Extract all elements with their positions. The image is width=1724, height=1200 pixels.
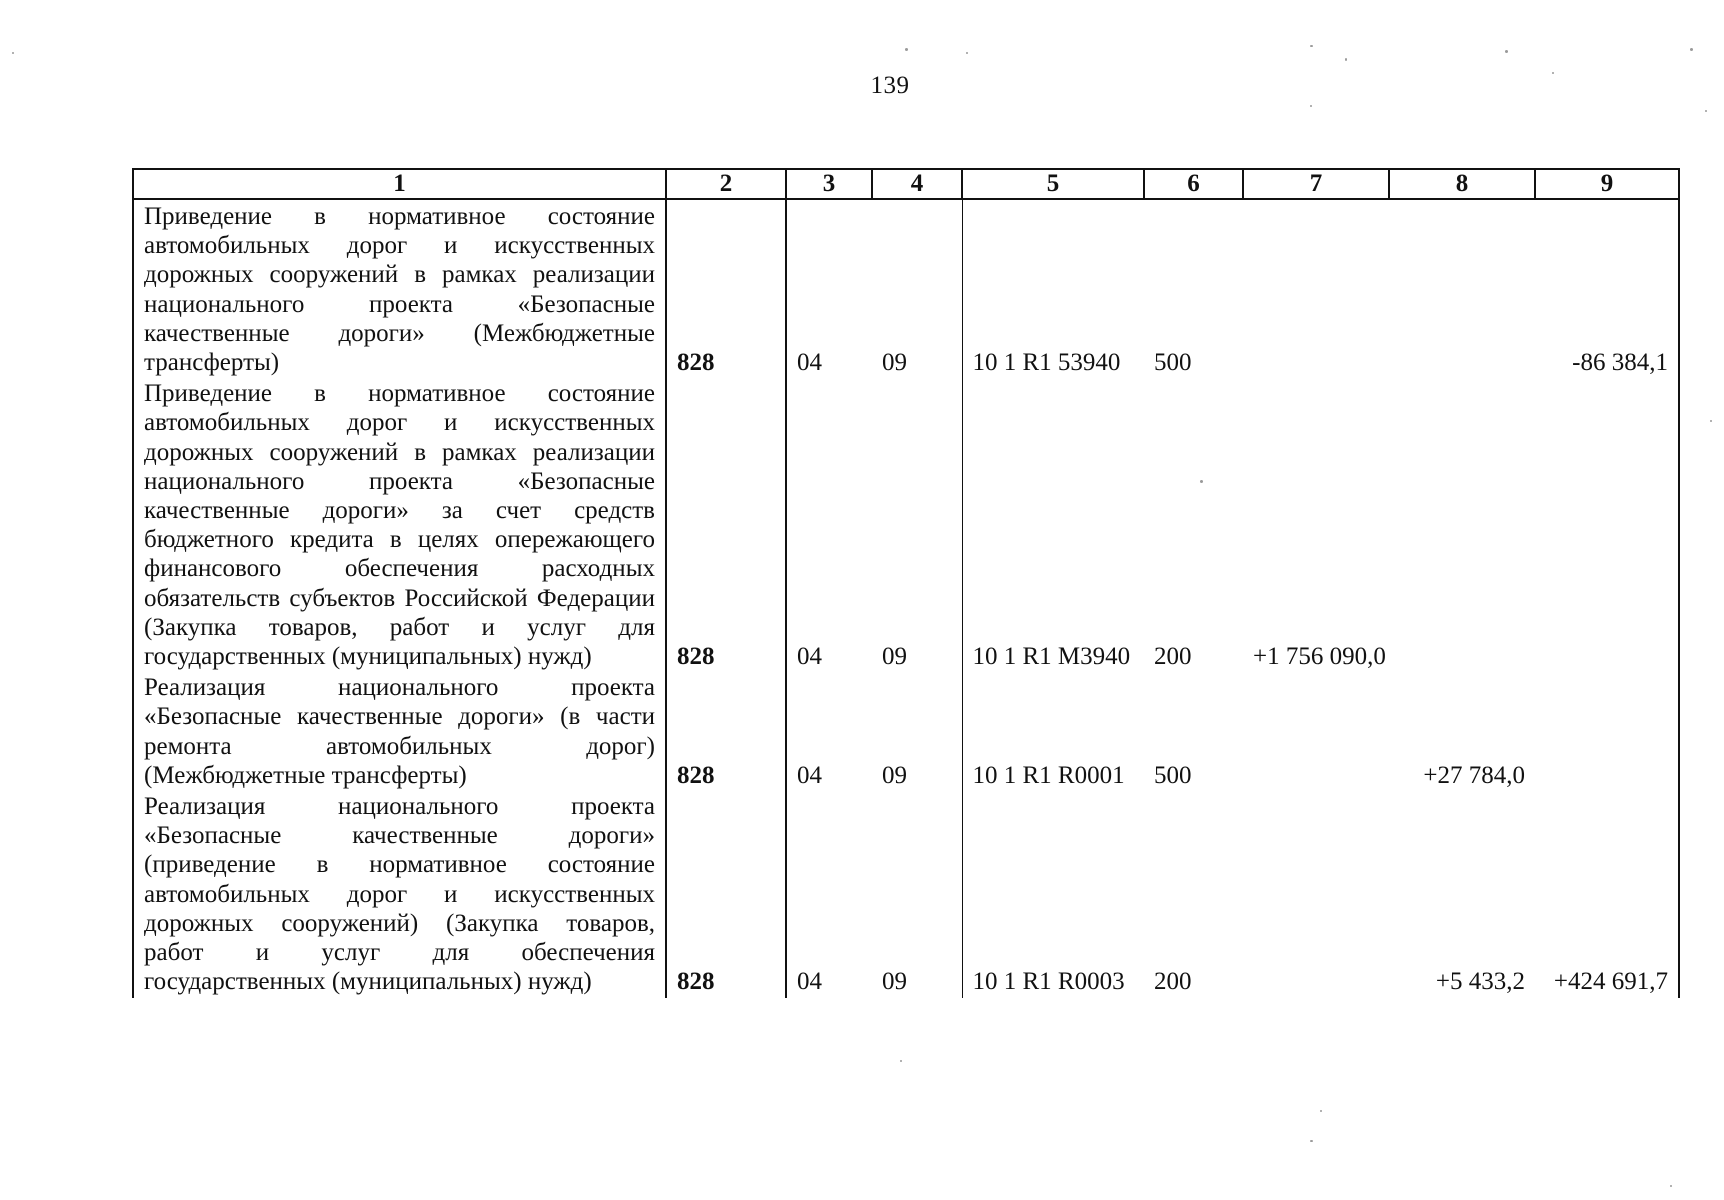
scan-speck <box>1505 50 1508 53</box>
cell-subsection: 09 <box>882 968 907 996</box>
cell-ministry-code: 828 <box>666 377 786 671</box>
cell-amount-8: +27 784,0 <box>1423 761 1525 789</box>
scan-speck <box>1345 58 1347 61</box>
cell-amount-8 <box>1389 377 1535 671</box>
table-row <box>133 199 1679 377</box>
page-number: 139 <box>870 72 910 99</box>
cell-amount-7: +1 756 090,0 <box>1253 643 1386 671</box>
scan-speck <box>1670 1185 1672 1187</box>
column-header-3: 3 <box>786 169 872 199</box>
cell-subsection: 09 <box>882 761 907 789</box>
scan-speck <box>1200 480 1203 483</box>
scan-speck <box>1690 48 1693 51</box>
scan-speck <box>905 48 908 51</box>
column-header-9: 9 <box>1535 169 1679 199</box>
scan-speck <box>1310 45 1313 47</box>
cell-section: 04 <box>786 671 872 790</box>
cell-section: 04 <box>786 199 872 377</box>
cell-section: 04 <box>786 790 872 998</box>
cell-section: 04 <box>786 377 872 671</box>
table-row <box>133 790 1679 998</box>
cell-ministry-code: 828 <box>666 199 786 377</box>
row-description: Приведение в нормативное состояние автомобильных дорог и искусственных дорожных сооружений в рамках реализации национального проекта «Безопасные качественные дороги» (Межбюджетные трансферты) <box>133 199 666 377</box>
column-header-1: 1 <box>133 169 666 199</box>
scan-speck <box>1310 105 1312 107</box>
cell-subsection: 09 <box>882 349 907 377</box>
scan-speck <box>966 52 968 54</box>
column-header-6: 6 <box>1144 169 1243 199</box>
cell-target-article: 10 1 R1 M3940 <box>962 377 1144 671</box>
cell-expense-type: 200 <box>1154 968 1192 996</box>
column-header-4: 4 <box>872 169 962 199</box>
column-header-5: 5 <box>962 169 1144 199</box>
scan-speck <box>1710 420 1712 422</box>
cell-ministry-code: 828 <box>666 790 786 998</box>
budget-table <box>132 168 1680 998</box>
cell-amount-8: +5 433,2 <box>1435 968 1525 996</box>
cell-subsection: 09 <box>882 643 907 671</box>
scan-speck <box>12 52 14 54</box>
cell-amount-9: -86 384,1 <box>1535 199 1679 377</box>
column-header-7: 7 <box>1243 169 1389 199</box>
scan-speck <box>1320 1110 1322 1112</box>
scan-speck <box>1310 1140 1313 1142</box>
cell-amount-9 <box>1535 671 1679 790</box>
cell-ministry-code: 828 <box>666 671 786 790</box>
cell-target-article: 10 1 R1 R0001 <box>962 671 1144 790</box>
cell-amount-7 <box>1243 199 1389 377</box>
column-header-2: 2 <box>666 169 786 199</box>
cell-amount-9 <box>1535 377 1679 671</box>
cell-target-article: 10 1 R1 R0003 <box>962 790 1144 998</box>
table-row <box>133 377 1679 671</box>
header-row <box>133 169 1679 199</box>
row-description: Реализация национального проекта «Безопасные качественные дороги» (приведение в нормативное состояние автомобильных дорог и искусственных дорожных сооружений) (Закупка товаров, работ и услуг для обеспечения государственных (муниципальных) нужд) <box>133 790 666 998</box>
table-row <box>133 671 1679 790</box>
row-description: Приведение в нормативное состояние автомобильных дорог и искусственных дорожных сооружений в рамках реализации национального проекта «Безопасные качественные дороги» за счет средств бюджетного кредита в целях опережающего финансового обеспечения расходных обязательств субъектов Российской Федерации (Закупка товаров, работ и услуг для государственных (муниципальных) нужд) <box>133 377 666 671</box>
cell-amount-7 <box>1243 671 1389 790</box>
cell-target-article: 10 1 R1 53940 <box>962 199 1144 377</box>
cell-expense-type: 500 <box>1154 761 1192 789</box>
cell-amount-7 <box>1243 790 1389 998</box>
budget-table-container <box>132 168 1678 998</box>
scan-speck <box>900 1060 902 1062</box>
row-description: Реализация национального проекта «Безопасные качественные дороги» (в части ремонта автомобильных дорог) (Межбюджетные трансферты) <box>133 671 666 790</box>
column-header-8: 8 <box>1389 169 1535 199</box>
scan-speck <box>1705 110 1707 112</box>
cell-expense-type: 200 <box>1154 643 1192 671</box>
cell-amount-8 <box>1389 199 1535 377</box>
cell-amount-9: +424 691,7 <box>1535 790 1679 998</box>
cell-expense-type: 500 <box>1154 349 1192 377</box>
scan-speck <box>1552 72 1554 74</box>
